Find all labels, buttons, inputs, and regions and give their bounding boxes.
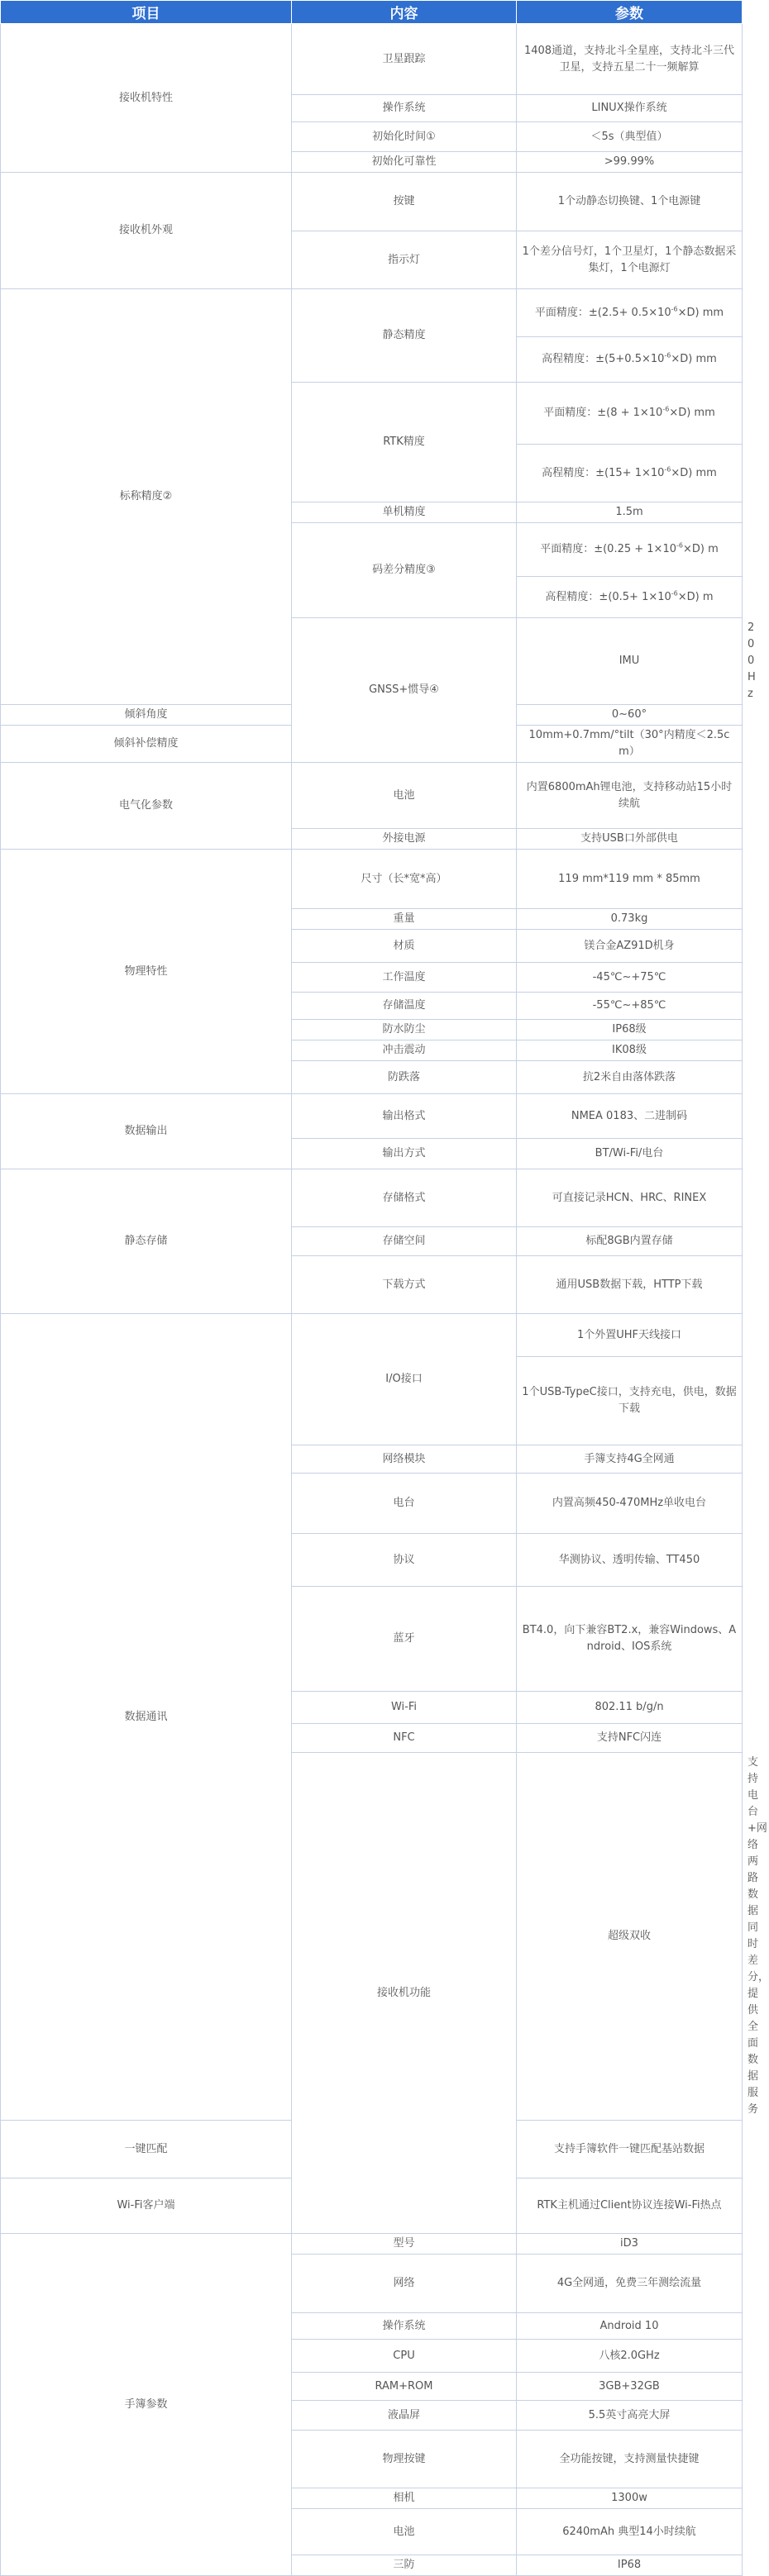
table-row xyxy=(1,1094,743,1139)
param-cell: 支持手簿软件一键匹配基站数据 xyxy=(517,2121,743,2178)
content-cell: 超级双收 xyxy=(517,1753,743,2121)
param-exponent: -6 xyxy=(671,589,678,598)
table-row: 接收机功能 超级双收 支持电台+网络两路数据同时差分，提供全面数据服务 xyxy=(1,1753,743,2121)
content-cell: 相机 xyxy=(292,2488,517,2509)
param-text: 高程精度：±(5+0.5×10 xyxy=(542,353,665,365)
param-cell xyxy=(517,577,743,618)
category-cell: GNSS+惯导④ xyxy=(292,618,517,763)
content-cell: 倾斜角度 xyxy=(1,705,292,726)
category-cell: 电气化参数 xyxy=(1,763,292,850)
param-cell: 119 mm*119 mm * 85mm xyxy=(517,850,743,909)
param-cell: 10mm+0.7mm/°tilt（30°内精度＜2.5cm） xyxy=(517,726,743,763)
content-cell: 网络 xyxy=(292,2255,517,2313)
content-cell: 静态精度 xyxy=(292,289,517,383)
content-cell: 存储温度 xyxy=(292,993,517,1020)
param-cell: -55℃~+85℃ xyxy=(517,993,743,1020)
content-cell: 按键 xyxy=(292,173,517,231)
table-row xyxy=(1,850,743,909)
table-row xyxy=(1,24,743,95)
param-unit: ×D) mm xyxy=(671,466,717,479)
content-cell: 防跌落 xyxy=(292,1061,517,1094)
param-cell: IP68级 xyxy=(517,1020,743,1040)
param-cell: IP68 xyxy=(517,2555,743,2576)
content-cell: 蓝牙 xyxy=(292,1587,517,1692)
content-cell: NFC xyxy=(292,1724,517,1753)
category-cell: 接收机特性 xyxy=(1,24,292,173)
table-row xyxy=(1,289,743,337)
content-cell: 倾斜补偿精度 xyxy=(1,726,292,763)
param-cell: 通用USB数据下载，HTTP下载 xyxy=(517,1256,743,1314)
content-cell: 存储空间 xyxy=(292,1227,517,1256)
param-text: 平面精度：±(8 + 1×10 xyxy=(543,407,663,419)
param-cell: 镁合金AZ91D机身 xyxy=(517,930,743,963)
param-cell: 华测协议、透明传输、TT450 xyxy=(517,1534,743,1587)
content-cell: 一键匹配 xyxy=(1,2121,292,2178)
param-unit: ×D) mm xyxy=(669,407,715,419)
param-cell: -45℃~+75℃ xyxy=(517,963,743,993)
content-cell: Wi-Fi客户端 xyxy=(1,2178,292,2234)
content-cell: 卫星跟踪 xyxy=(292,24,517,95)
content-cell: 网络模块 xyxy=(292,1445,517,1474)
param-cell: 1个USB-TypeC接口，支持充电，供电，数据下载 xyxy=(517,1357,743,1445)
content-cell: 防水防尘 xyxy=(292,1020,517,1040)
param-cell: >99.99% xyxy=(517,152,743,173)
param-cell xyxy=(517,445,743,502)
param-unit: ×D) m xyxy=(682,543,719,555)
param-cell xyxy=(517,383,743,445)
param-cell: 6240mAh 典型14小时续航 xyxy=(517,2509,743,2555)
content-cell: 材质 xyxy=(292,930,517,963)
param-cell: 0~60° xyxy=(517,705,743,726)
content-cell: 下载方式 xyxy=(292,1256,517,1314)
param-cell: 标配8GB内置存储 xyxy=(517,1227,743,1256)
param-cell: Android 10 xyxy=(517,2313,743,2340)
content-cell: 输出格式 xyxy=(292,1094,517,1139)
param-cell: 1408通道，支持北斗全星座，支持北斗三代卫星，支持五星二十一频解算 xyxy=(517,24,743,95)
param-cell: BT/Wi-Fi/电台 xyxy=(517,1139,743,1169)
content-cell: 存储格式 xyxy=(292,1169,517,1227)
param-exponent: -6 xyxy=(662,405,670,413)
param-unit: ×D) m xyxy=(677,590,714,603)
header-param: 参数 xyxy=(517,1,743,24)
table-row xyxy=(1,1314,743,1357)
param-cell: 手簿支持4G全网通 xyxy=(517,1445,743,1474)
param-cell: 3GB+32GB xyxy=(517,2373,743,2401)
content-cell: 电池 xyxy=(292,2509,517,2555)
table-row xyxy=(1,173,743,231)
param-cell: 全功能按键，支持测量快捷键 xyxy=(517,2431,743,2488)
content-cell: 初始化可靠性 xyxy=(292,152,517,173)
param-cell xyxy=(517,337,743,383)
content-cell: IMU xyxy=(517,618,743,705)
param-cell xyxy=(517,289,743,337)
content-cell: CPU xyxy=(292,2340,517,2373)
content-cell: 工作温度 xyxy=(292,963,517,993)
param-exponent: -6 xyxy=(664,465,671,474)
content-cell: 操作系统 xyxy=(292,95,517,122)
param-cell: 1.5m xyxy=(517,502,743,523)
param-text: 平面精度：±(2.5+ 0.5×10 xyxy=(534,306,671,319)
content-cell: 重量 xyxy=(292,909,517,930)
content-cell: 输出方式 xyxy=(292,1139,517,1169)
content-cell: 单机精度 xyxy=(292,502,517,523)
param-cell: ＜5s（典型值） xyxy=(517,122,743,152)
content-cell: 液晶屏 xyxy=(292,2401,517,2431)
param-cell: 1个动静态切换键、1个电源键 xyxy=(517,173,743,231)
table-row: GNSS+惯导④ IMU 200Hz xyxy=(1,618,743,705)
param-cell: 5.5英寸高亮大屏 xyxy=(517,2401,743,2431)
content-cell: 电池 xyxy=(292,763,517,829)
content-cell: 物理按键 xyxy=(292,2431,517,2488)
category-cell: 手簿参数 xyxy=(1,2234,292,2576)
header-row xyxy=(1,1,743,24)
content-cell: 指示灯 xyxy=(292,231,517,289)
content-cell: 协议 xyxy=(292,1534,517,1587)
content-cell: 外接电源 xyxy=(292,829,517,850)
param-cell: 可直接记录HCN、HRC、RINEX xyxy=(517,1169,743,1227)
content-cell: I/O接口 xyxy=(292,1314,517,1445)
param-cell: 支持NFC闪连 xyxy=(517,1724,743,1753)
param-cell: iD3 xyxy=(517,2234,743,2255)
param-cell: 802.11 b/g/n xyxy=(517,1692,743,1724)
param-cell: 内置高频450-470MHz单收电台 xyxy=(517,1474,743,1534)
spec-body xyxy=(1,24,769,2576)
content-cell: 型号 xyxy=(292,2234,517,2255)
content-cell: 冲击震动 xyxy=(292,1040,517,1061)
table-row xyxy=(1,763,743,829)
content-cell: 初始化时间① xyxy=(292,122,517,152)
header-item: 项目 xyxy=(1,1,292,24)
content-cell: RTK精度 xyxy=(292,383,517,502)
param-cell: 八核2.0GHz xyxy=(517,2340,743,2373)
category-cell: 接收机功能 xyxy=(292,1753,517,2234)
param-exponent: -6 xyxy=(676,541,683,550)
param-cell: 4G全网通，免费三年测绘流量 xyxy=(517,2255,743,2313)
content-cell: Wi-Fi xyxy=(292,1692,517,1724)
param-cell: 内置6800mAh锂电池，支持移动站15小时续航 xyxy=(517,763,743,829)
category-cell: 数据输出 xyxy=(1,1094,292,1169)
content-cell: 电台 xyxy=(292,1474,517,1534)
param-cell: NMEA 0183、二进制码 xyxy=(517,1094,743,1139)
category-cell: 数据通讯 xyxy=(1,1314,292,2121)
param-exponent: -6 xyxy=(671,305,678,313)
param-cell: 支持USB口外部供电 xyxy=(517,829,743,850)
param-cell: 1个差分信号灯，1个卫星灯，1个静态数据采集灯，1个电源灯 xyxy=(517,231,743,289)
param-unit: ×D) mm xyxy=(671,353,717,365)
content-cell: 尺寸（长*宽*高） xyxy=(292,850,517,909)
content-cell: 操作系统 xyxy=(292,2313,517,2340)
category-cell: 静态存储 xyxy=(1,1169,292,1314)
param-unit: ×D) mm xyxy=(677,306,724,319)
table-row xyxy=(1,2234,743,2255)
param-cell: 1个外置UHF天线接口 xyxy=(517,1314,743,1357)
param-cell: 0.73kg xyxy=(517,909,743,930)
param-cell: 1300w xyxy=(517,2488,743,2509)
table-row xyxy=(1,1169,743,1227)
param-cell: BT4.0，向下兼容BT2.x，兼容Windows、Android、IOS系统 xyxy=(517,1587,743,1692)
category-cell: 物理特性 xyxy=(1,850,292,1094)
param-cell: IK08级 xyxy=(517,1040,743,1061)
param-text: 高程精度：±(15+ 1×10 xyxy=(542,466,665,479)
param-exponent: -6 xyxy=(664,351,671,359)
param-cell xyxy=(517,523,743,577)
category-cell: 标称精度② xyxy=(1,289,292,705)
param-text: 高程精度：±(0.5+ 1×10 xyxy=(545,590,671,603)
param-cell: LINUX操作系统 xyxy=(517,95,743,122)
header-content: 内容 xyxy=(292,1,517,24)
param-cell: 抗2米自由落体跌落 xyxy=(517,1061,743,1094)
content-cell: 三防 xyxy=(292,2555,517,2576)
content-cell: 码差分精度③ xyxy=(292,523,517,618)
param-cell: RTK主机通过Client协议连接Wi-Fi热点 xyxy=(517,2178,743,2234)
category-cell: 接收机外观 xyxy=(1,173,292,289)
param-text: 平面精度：±(0.25 + 1×10 xyxy=(540,543,676,555)
content-cell: RAM+ROM xyxy=(292,2373,517,2401)
